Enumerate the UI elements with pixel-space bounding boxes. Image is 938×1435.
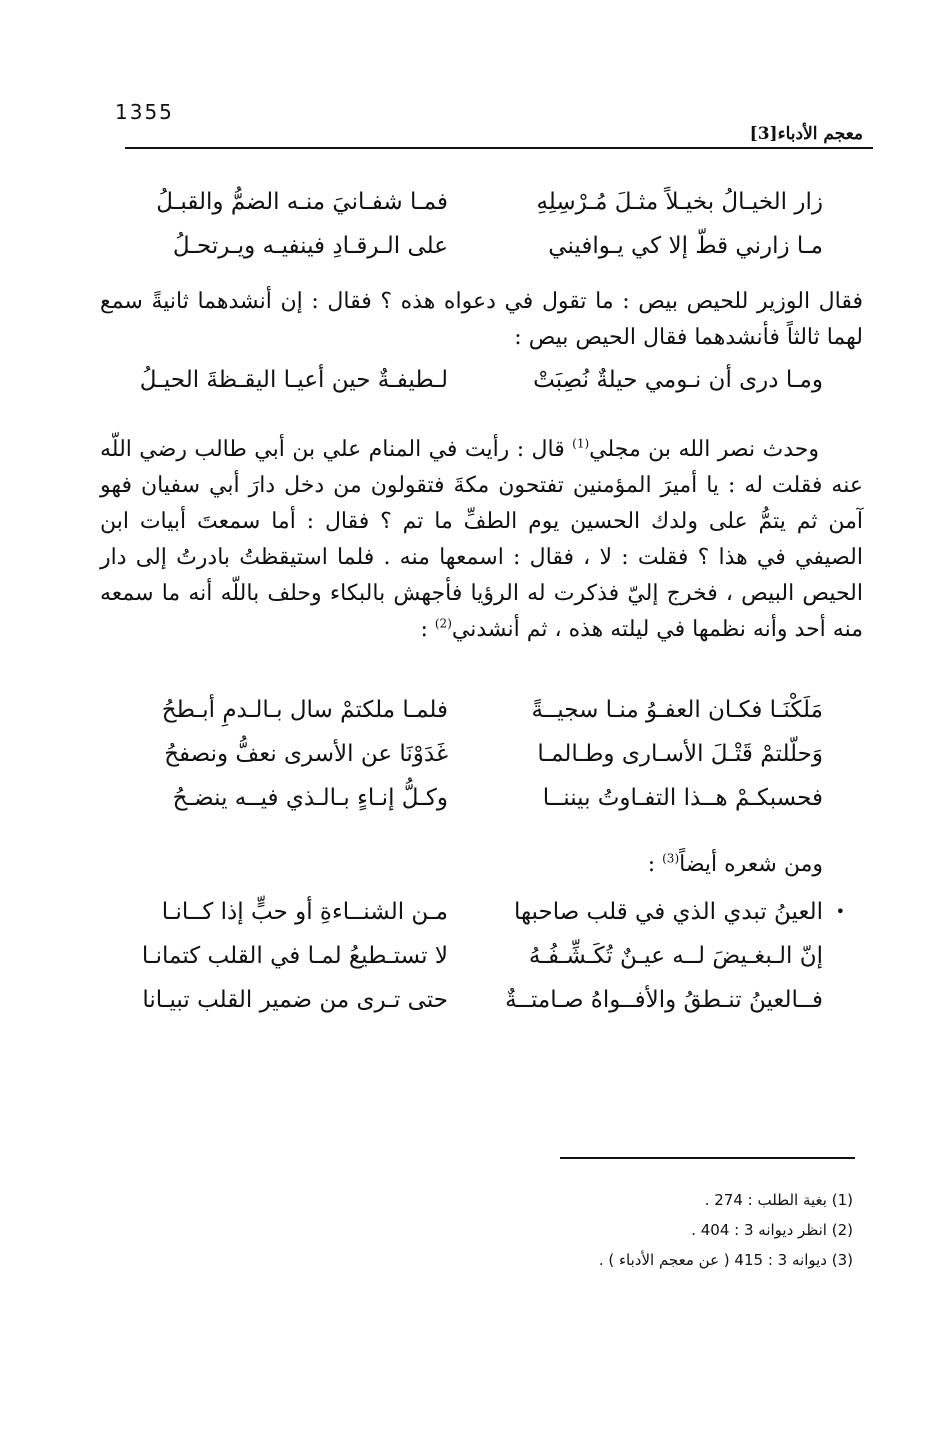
verse — [110, 934, 823, 978]
footnote: (3) ديوانه 3 : 415 ( عن معجم الأدباء ) . — [598, 1251, 853, 1269]
verse — [110, 978, 823, 1022]
footnotes — [599, 1185, 853, 1275]
verse-first-hemistich: وَحلّلتمْ قَتْـلَ الأسـارى وطـالمـا — [537, 741, 823, 767]
verse-second-hemistich: حتى تـرى من ضمير القلب تبيـانا — [142, 987, 448, 1013]
verse-first-hemistich: ومـا درى أن نـومي حيلةٌ نُصِبَتْ — [533, 367, 823, 393]
verse — [110, 224, 823, 268]
verse-second-hemistich: فمـا شفـانيَ منـه الضمُّ والقبـلُ — [156, 189, 448, 215]
poem-2 — [110, 358, 823, 402]
footnote-marker: (3) — [662, 851, 680, 866]
verse-first-hemistich: فحسبكـمْ هــذا التفـاوتُ بيننــا — [542, 785, 823, 811]
verse-second-hemistich: غَدَوْنَا عن الأسرى نعفُّ ونصفحُ — [164, 741, 448, 767]
verse — [110, 358, 823, 402]
paragraph-text: قال : رأيت في المنام علي بن أبي طالب رضي اللّه عنه فقلت له : يا أميرَ المؤمنين تفتحون مكةَ فتقولون من دخل دارَ أبي سفيان فهو آمن ثم يتمُّ على ولدك الحسين يوم الطفِّ ما تم ؟ فقال : أما سمعتَ أبيات ابن الصيفي في هذا ؟ فقلت : لا ، فقال : اسمعها منه . فلما استيقظتُ بادرتُ إلى دار الحيص البيص ، فخرج إليّ فذكرت له الرؤيا فأجهش بالبكاء وحلف باللّه أنه ما سمعه منه أحد وأنه نظمها في ليلته هذه ، ثم أنشدني — [100, 437, 863, 642]
heading-text: : — [647, 852, 663, 877]
verse-first-hemistich: فــالعينُ تنـطقُ والأفــواهُ صـامتــةٌ — [505, 987, 823, 1013]
footnote-marker: (2) — [434, 616, 452, 631]
bullet-icon: • — [835, 902, 845, 921]
verse-second-hemistich: لـطيفـةٌ حين أعيـا اليقـظةَ الحيـلُ — [139, 367, 448, 393]
verse-first-hemistich: مـا زارني قطّ إلا كي يـوافيني — [548, 233, 823, 259]
section-heading — [648, 847, 823, 883]
poem-3 — [110, 688, 823, 820]
page-number: 1355 — [115, 100, 174, 124]
poem-1 — [110, 180, 823, 268]
running-title: معجم الأدباء[3] — [749, 124, 863, 144]
verse-second-hemistich: مـن الشنــاءةِ أو حبٍّ إذا كــانـا — [161, 899, 448, 925]
header-divider — [125, 147, 873, 149]
footnote: (2) انظر ديوانه 3 : 404 . — [691, 1221, 853, 1239]
paragraph-text: : — [420, 617, 435, 642]
footnote-marker: (1) — [572, 436, 590, 451]
verse-first-hemistich: مَلَكْنَـا فكـان العفـوُ منـا سجيــةً — [531, 697, 823, 723]
heading-text: ومن شعره أيضاً — [679, 852, 823, 877]
verse-first-hemistich: زار الخيـالُ بخيـلاً مثـلَ مُـرْسِلِهِ — [536, 189, 823, 215]
verse-second-hemistich: على الـرقـادِ فينفيـه ويـرتحـلُ — [172, 233, 448, 259]
verse — [110, 180, 823, 224]
verse — [110, 732, 823, 776]
prose-paragraph: فقال الوزير للحيص بيص : ما تقول في دعواه هذه ؟ فقال : إن أنشدهما ثانيةً سمع لهما ثالثاً فأنشدهما فقال الحيص بيص : — [100, 289, 863, 350]
footnote: (1) بغية الطلب : 274 . — [704, 1191, 853, 1209]
paragraph-text: وحدث نصر الله بن مجلي — [589, 437, 819, 462]
verse — [110, 776, 823, 820]
verse-second-hemistich: لا تستـطيعُ لمـا في القلب كتمانـا — [141, 943, 448, 969]
verse-first-hemistich: العينُ تبدي الذي في قلب صاحبها — [513, 899, 823, 925]
verse-second-hemistich: فلمـا ملكتمْ سال بـالـدمِ أبـطحُ — [161, 697, 448, 723]
verse — [110, 890, 845, 934]
poem-4 — [110, 890, 845, 1022]
verse-first-hemistich: إنّ الـبغـيضَ لــه عيـنٌ تُكَـشِّـفُـهُ — [528, 943, 823, 969]
verse — [110, 688, 823, 732]
footnote-divider — [560, 1157, 855, 1159]
verse-second-hemistich: وكـلُّ إنـاءٍ بـالـذي فيــه ينضـحُ — [172, 785, 448, 811]
prose-paragraph — [100, 432, 863, 648]
